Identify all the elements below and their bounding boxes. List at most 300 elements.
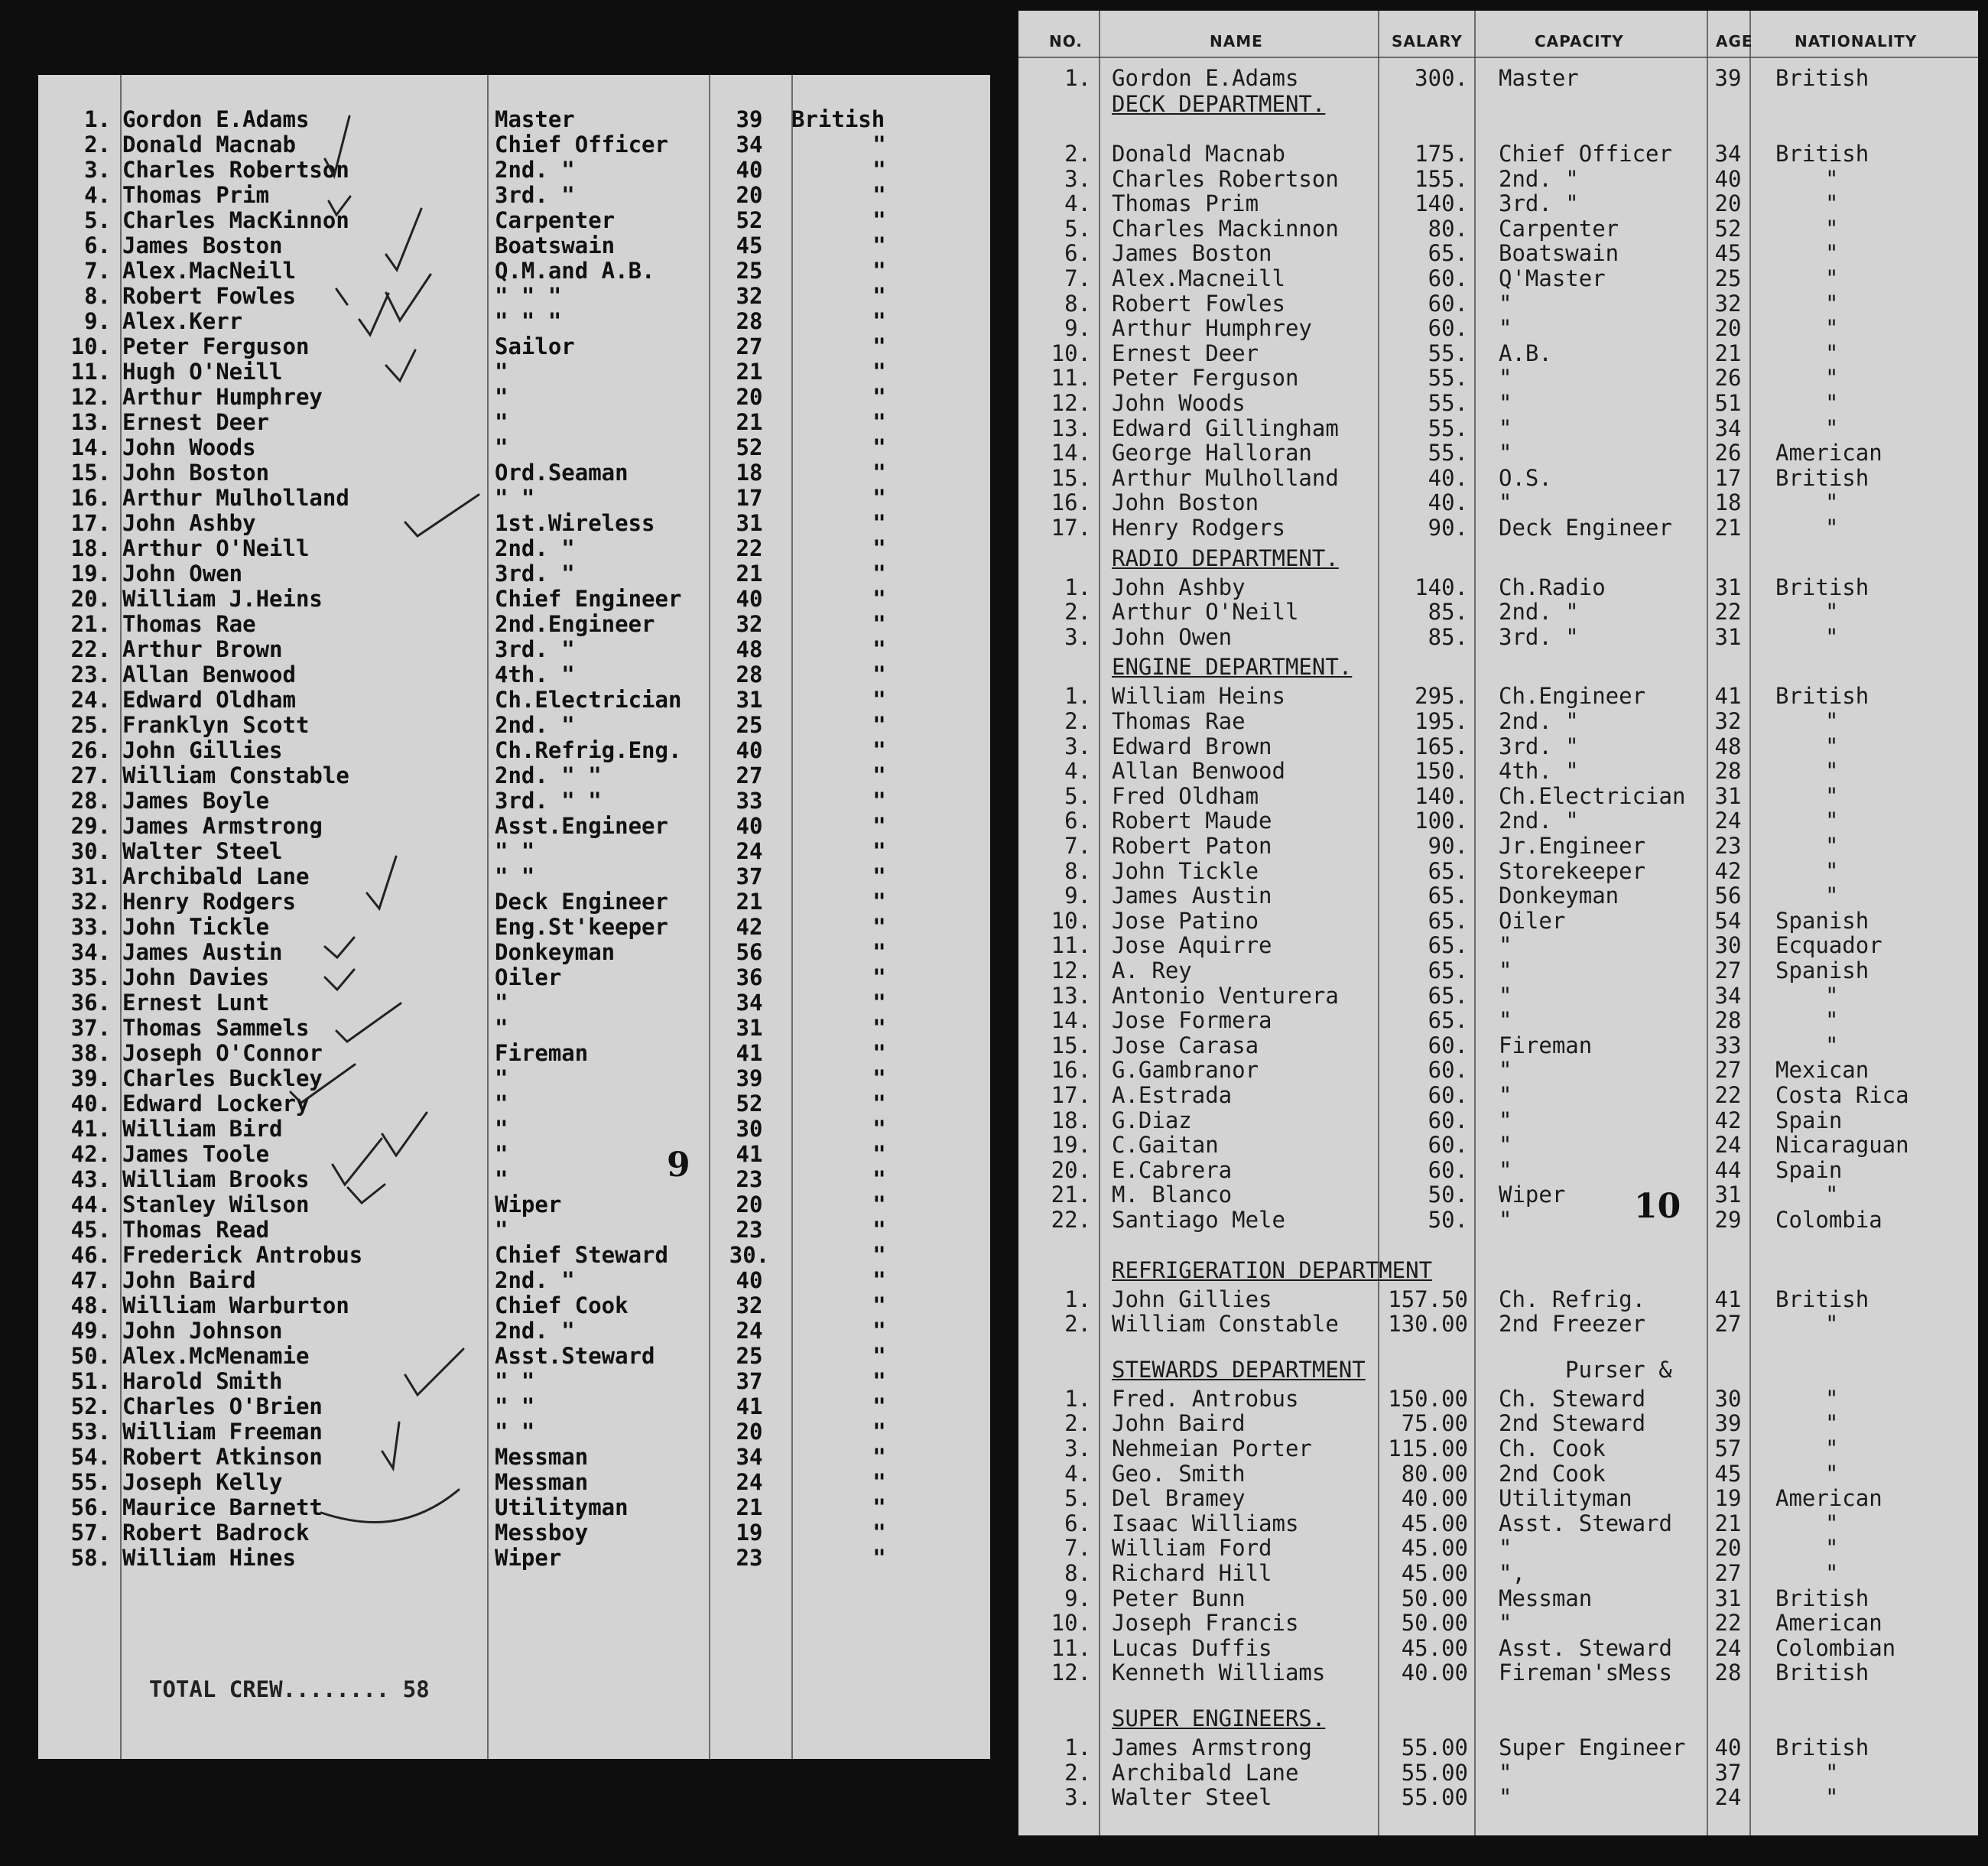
table-row: [38, 1142, 990, 1167]
crew-salary: 60.: [1428, 1032, 1468, 1058]
crew-capacity: Fireman: [1499, 1032, 1593, 1058]
table-row: [38, 1117, 990, 1142]
crew-name: John Gillies: [1112, 1286, 1272, 1312]
page-number: 10: [1634, 1187, 1681, 1226]
crew-name: Arthur Mulholland: [1112, 464, 1339, 491]
crew-no: 47.: [70, 1267, 111, 1293]
table-row: [1018, 600, 1978, 625]
crew-name: Gordon E.Adams: [122, 106, 310, 132]
crew-nationality: ": [872, 1267, 886, 1293]
table-row: [38, 536, 990, 561]
crew-nationality: ": [1825, 1007, 1839, 1034]
crew-age: 56: [736, 939, 763, 965]
table-row: [1018, 1182, 1978, 1208]
crew-capacity: ": [1499, 365, 1512, 392]
crew-name: Charles Buckley: [122, 1065, 323, 1091]
crew-capacity: Asst. Steward: [1499, 1634, 1672, 1661]
crew-age: 26: [1714, 440, 1742, 466]
crew-name: Maurice Barnett: [122, 1494, 323, 1520]
crew-name: James Armstrong: [122, 813, 323, 839]
crew-salary: 300.: [1415, 65, 1468, 91]
crew-no: 8.: [1064, 857, 1091, 884]
crew-name: Donald Macnab: [122, 132, 296, 158]
crew-capacity: ": [1499, 1107, 1512, 1133]
crew-age: 20: [1714, 1535, 1742, 1562]
crew-capacity: 3rd. ": [1499, 190, 1579, 217]
crew-name: William Bird: [122, 1116, 283, 1142]
crew-name: Edward Gillingham: [1112, 414, 1339, 441]
crew-name: Richard Hill: [1112, 1560, 1272, 1586]
crew-no: 20.: [1051, 1156, 1091, 1183]
crew-capacity: Wiper: [1499, 1182, 1566, 1208]
crew-capacity: 3rd. ": [495, 636, 575, 662]
crew-capacity: Messman: [495, 1469, 589, 1495]
crew-age: 18: [1714, 489, 1742, 516]
crew-no: 9.: [1064, 883, 1091, 909]
crew-no: 14.: [70, 434, 111, 460]
crew-name: Hugh O'Neill: [122, 359, 283, 385]
crew-nationality: ": [1825, 857, 1839, 884]
table-row: [38, 864, 990, 889]
crew-age: 18: [736, 460, 763, 486]
crew-salary: 85.: [1428, 599, 1468, 626]
crew-no: 37.: [70, 1015, 111, 1041]
crew-name: William J.Heins: [122, 586, 323, 612]
crew-age: 22: [1714, 1082, 1742, 1108]
crew-no: 31.: [70, 863, 111, 889]
table-row: [38, 258, 990, 284]
crew-salary: 50.: [1428, 1182, 1468, 1208]
crew-nationality: ": [872, 510, 886, 536]
crew-capacity: ": [495, 384, 508, 410]
table-row: [38, 1066, 990, 1091]
table-row: [1018, 141, 1978, 167]
crew-salary: 60.: [1428, 1107, 1468, 1133]
table-row: [1018, 859, 1978, 884]
crew-name: Geo. Smith: [1112, 1460, 1246, 1487]
crew-name: Robert Fowles: [122, 283, 296, 309]
table-row: [1018, 883, 1978, 909]
crew-no: 9.: [1064, 315, 1091, 342]
crew-nationality: ": [1825, 1784, 1839, 1811]
crew-no: 17.: [1051, 1082, 1091, 1108]
crew-nationality: ": [1825, 623, 1839, 650]
crew-nationality: ": [1825, 1182, 1839, 1208]
table-row: [1018, 1436, 1978, 1461]
crew-age: 31: [1714, 1585, 1742, 1611]
crew-nationality: ": [872, 535, 886, 561]
crew-age: 41: [736, 1040, 763, 1066]
crew-name: C.Gaitan: [1112, 1132, 1219, 1159]
crew-age: 30: [736, 1116, 763, 1142]
crew-no: 5.: [1064, 782, 1091, 809]
crew-no: 10.: [1051, 1610, 1091, 1637]
crew-no: 27.: [70, 762, 111, 788]
table-row: [38, 1470, 990, 1495]
crew-nationality: ": [1825, 515, 1839, 541]
crew-salary: 60.: [1428, 1156, 1468, 1183]
crew-nationality: ": [872, 1318, 886, 1344]
table-row: [38, 1495, 990, 1520]
crew-no: 23.: [70, 662, 111, 688]
crew-no: 52.: [70, 1393, 111, 1419]
crew-capacity: Ch.Engineer: [1499, 683, 1646, 710]
table-row: [1018, 167, 1978, 192]
crew-nationality: ": [872, 409, 886, 435]
crew-name: Jose Formera: [1112, 1007, 1272, 1034]
crew-no: 17.: [1051, 515, 1091, 541]
crew-no: 5.: [1064, 1485, 1091, 1512]
crew-nationality: ": [1825, 315, 1839, 342]
crew-age: 44: [1714, 1156, 1742, 1183]
table-row: [1018, 1586, 1978, 1611]
crew-no: 22.: [70, 636, 111, 662]
crew-no: 3.: [1064, 733, 1091, 759]
crew-capacity: ": [495, 1091, 508, 1117]
crew-name: Thomas Rae: [1112, 708, 1246, 734]
crew-nationality: British: [791, 106, 885, 132]
crew-nationality: ": [872, 308, 886, 334]
crew-nationality: ": [872, 1091, 886, 1117]
crew-age: 56: [1714, 883, 1742, 909]
crew-nationality: ": [872, 1292, 886, 1318]
crew-name: Alex.Kerr: [122, 308, 243, 334]
crew-name: Robert Atkinson: [122, 1444, 323, 1470]
table-row: [1018, 1511, 1978, 1536]
crew-name: Thomas Rae: [122, 611, 256, 637]
header-rule: [1018, 57, 1978, 58]
crew-salary: 50.00: [1401, 1585, 1468, 1611]
table-row: [1018, 216, 1978, 242]
table-row: [38, 662, 990, 688]
crew-capacity: ": [1499, 1784, 1512, 1811]
table-row: [38, 1091, 990, 1117]
crew-no: 7.: [1064, 1535, 1091, 1562]
section-title: DECK DEPARTMENT.: [1112, 91, 1326, 117]
crew-no: 19.: [70, 561, 111, 587]
crew-name: George Halloran: [1112, 440, 1312, 466]
table-row: [1018, 515, 1978, 541]
crew-capacity: Utilityman: [495, 1494, 629, 1520]
crew-capacity: 2nd. ": [1499, 165, 1579, 192]
table-row: [1018, 709, 1978, 734]
crew-nationality: ": [1825, 782, 1839, 809]
table-row: [38, 889, 990, 915]
crew-age: 40: [736, 586, 763, 612]
table-row: [38, 763, 990, 788]
crew-no: 12.: [1051, 957, 1091, 983]
crew-no: 14.: [1051, 1007, 1091, 1034]
crew-age: 34: [1714, 141, 1742, 167]
crew-no: 49.: [70, 1318, 111, 1344]
crew-salary: 130.00: [1388, 1311, 1468, 1338]
crew-capacity: ": [1499, 1057, 1512, 1084]
crew-name: Arthur O'Neill: [122, 535, 310, 561]
crew-no: 21.: [1051, 1182, 1091, 1208]
crew-name: James Austin: [1112, 883, 1272, 909]
crew-name: William Ford: [1112, 1535, 1272, 1562]
crew-capacity: ": [1499, 1610, 1512, 1637]
crew-age: 20: [1714, 190, 1742, 217]
crew-age: 36: [736, 964, 763, 990]
crew-salary: 80.00: [1401, 1460, 1468, 1487]
crew-no: 32.: [70, 889, 111, 915]
crew-name: Nehmeian Porter: [1112, 1435, 1312, 1461]
crew-capacity: Q'Master: [1499, 265, 1606, 291]
crew-no: 3.: [1064, 623, 1091, 650]
crew-nationality: ": [1825, 414, 1839, 441]
table-row: [38, 284, 990, 309]
crew-capacity: 3rd. ": [495, 182, 575, 208]
crew-capacity: ": [1499, 1207, 1512, 1233]
crew-salary: 140.: [1415, 190, 1468, 217]
crew-no: 8.: [1064, 1560, 1091, 1586]
crew-capacity: O.S.: [1499, 464, 1552, 491]
crew-name: A.Estrada: [1112, 1082, 1233, 1108]
crew-salary: 55.00: [1401, 1784, 1468, 1811]
crew-salary: 65.: [1428, 240, 1468, 267]
crew-salary: 60.: [1428, 1082, 1468, 1108]
crew-age: 39: [1714, 1410, 1742, 1437]
table-row: [1018, 316, 1978, 341]
crew-no: 33.: [70, 914, 111, 940]
crew-no: 22.: [1051, 1207, 1091, 1233]
crew-age: 27: [736, 762, 763, 788]
crew-no: 16.: [70, 485, 111, 511]
crew-salary: 65.: [1428, 932, 1468, 959]
crew-name: William Constable: [1112, 1311, 1339, 1338]
crew-age: 20: [736, 1419, 763, 1445]
crew-nationality: ": [872, 1494, 886, 1520]
crew-nationality: ": [1825, 1385, 1839, 1412]
crew-no: 21.: [70, 611, 111, 637]
crew-salary: 60.: [1428, 290, 1468, 317]
table-row: [1018, 1536, 1978, 1561]
crew-capacity: 3rd. ": [1499, 623, 1579, 650]
crew-nationality: Nicaraguan: [1775, 1132, 1909, 1159]
crew-capacity: 4th. ": [495, 662, 575, 688]
crew-salary: 75.00: [1401, 1410, 1468, 1437]
crew-name: John Woods: [1112, 390, 1246, 416]
crew-no: 11.: [1051, 1634, 1091, 1661]
crew-no: 18.: [1051, 1107, 1091, 1133]
crew-salary: 55.: [1428, 340, 1468, 366]
crew-age: 25: [736, 712, 763, 738]
crew-age: 37: [736, 1368, 763, 1394]
crew-name: William Freeman: [122, 1419, 323, 1445]
crew-no: 12.: [1051, 390, 1091, 416]
crew-age: 40: [1714, 1734, 1742, 1760]
crew-nationality: ": [872, 838, 886, 864]
crew-no: 5.: [84, 207, 111, 233]
crew-no: 8.: [84, 283, 111, 309]
crew-capacity: A.B.: [1499, 340, 1552, 366]
table-row: [38, 1344, 990, 1369]
crew-no: 12.: [70, 384, 111, 410]
crew-age: 23: [1714, 833, 1742, 859]
crew-age: 52: [736, 207, 763, 233]
crew-salary: 65.: [1428, 1007, 1468, 1034]
crew-no: 1.: [1064, 1734, 1091, 1760]
crew-nationality: ": [872, 1368, 886, 1394]
crew-age: 37: [736, 863, 763, 889]
crew-capacity: Oiler: [495, 964, 562, 990]
crew-no: 13.: [70, 409, 111, 435]
crew-nationality: ": [872, 1520, 886, 1546]
crew-capacity: Asst.Steward: [495, 1343, 655, 1369]
crew-salary: 55.: [1428, 440, 1468, 466]
crew-no: 2.: [1064, 141, 1091, 167]
crew-salary: 40.: [1428, 464, 1468, 491]
crew-name: Charles O'Brien: [122, 1393, 323, 1419]
crew-nationality: ": [872, 283, 886, 309]
crew-capacity: Oiler: [1499, 907, 1566, 934]
crew-age: 54: [1714, 907, 1742, 934]
crew-name: Joseph O'Connor: [122, 1040, 323, 1066]
crew-age: 32: [736, 283, 763, 309]
crew-salary: 115.00: [1388, 1435, 1468, 1461]
crew-name: Donald Macnab: [1112, 141, 1285, 167]
table-row: [38, 1445, 990, 1470]
crew-age: 45: [736, 232, 763, 258]
crew-nationality: ": [1825, 733, 1839, 759]
crew-name: Archibald Lane: [1112, 1759, 1299, 1786]
crew-name: Arthur Humphrey: [122, 384, 323, 410]
crew-capacity: Utilityman: [1499, 1485, 1632, 1512]
crew-capacity: ": [1499, 1535, 1512, 1562]
crew-no: 15.: [1051, 464, 1091, 491]
crew-no: 3.: [84, 157, 111, 183]
crew-capacity: Donkeyman: [495, 939, 616, 965]
crew-no: 11.: [1051, 932, 1091, 959]
crew-nationality: ": [872, 1419, 886, 1445]
crew-name: William Constable: [122, 762, 349, 788]
crew-no: 3.: [1064, 1435, 1091, 1461]
table-row: [38, 233, 990, 258]
crew-age: 40: [1714, 165, 1742, 192]
crew-name: A. Rey: [1112, 957, 1192, 983]
table-row: [38, 1369, 990, 1394]
crew-name: Jose Patino: [1112, 907, 1259, 934]
page-number: 9: [667, 1146, 690, 1185]
crew-capacity: ",: [1499, 1560, 1525, 1586]
header-nationality: NATIONALITY: [1795, 32, 1918, 50]
crew-no: 7.: [1064, 833, 1091, 859]
crew-name: John Johnson: [122, 1318, 283, 1344]
crew-age: 21: [736, 1494, 763, 1520]
crew-capacity: Ch.Radio: [1499, 574, 1606, 600]
crew-salary: 175.: [1415, 141, 1468, 167]
crew-no: 51.: [70, 1368, 111, 1394]
crew-salary: 165.: [1415, 733, 1468, 759]
crew-nationality: ": [1825, 1759, 1839, 1786]
crew-no: 41.: [70, 1116, 111, 1142]
crew-age: 23: [736, 1166, 763, 1192]
crew-name: John Tickle: [1112, 857, 1259, 884]
crew-name: Thomas Prim: [122, 182, 270, 208]
crew-no: 30.: [70, 838, 111, 864]
crew-capacity: ": [1499, 390, 1512, 416]
crew-age: 30.: [729, 1242, 770, 1268]
crew-name: Fred Oldham: [1112, 782, 1259, 809]
crew-name: James Boston: [1112, 240, 1272, 267]
table-row: [1018, 575, 1978, 600]
crew-age: 27: [1714, 957, 1742, 983]
table-row: [38, 1419, 990, 1445]
crew-nationality: ": [1825, 1535, 1839, 1562]
crew-salary: 140.: [1415, 782, 1468, 809]
crew-salary: 55.: [1428, 414, 1468, 441]
crew-age: 32: [1714, 290, 1742, 317]
table-row: [38, 915, 990, 940]
crew-age: 30: [1714, 932, 1742, 959]
crew-capacity: Master: [1499, 65, 1579, 91]
crew-nationality: ": [872, 460, 886, 486]
crew-name: James Armstrong: [1112, 1734, 1312, 1760]
crew-age: 30: [1714, 1385, 1742, 1412]
section-title: RADIO DEPARTMENT.: [1112, 545, 1339, 571]
crew-age: 34: [736, 990, 763, 1016]
crew-capacity: Ch.Electrician: [495, 687, 682, 713]
crew-nationality: Spain: [1775, 1156, 1843, 1183]
crew-no: 43.: [70, 1166, 111, 1192]
crew-salary: 80.: [1428, 215, 1468, 242]
crew-salary: 65.: [1428, 857, 1468, 884]
table-row: [1018, 1287, 1978, 1312]
crew-name: Allan Benwood: [1112, 758, 1285, 785]
crew-age: 19: [1714, 1485, 1742, 1512]
table-row: [38, 637, 990, 662]
crew-nationality: ": [872, 132, 886, 158]
crew-name: Robert Maude: [1112, 808, 1272, 834]
table-row: [1018, 416, 1978, 441]
crew-name: Alex.MacNeill: [122, 258, 296, 284]
crew-name: John Owen: [122, 561, 243, 587]
crew-no: 58.: [70, 1545, 111, 1571]
table-row: [38, 612, 990, 637]
table-row: [38, 1167, 990, 1192]
crew-nationality: ": [872, 1545, 886, 1571]
crew-age: 28: [736, 662, 763, 688]
crew-age: 24: [1714, 1784, 1742, 1811]
table-row: [1018, 734, 1978, 759]
crew-no: 4.: [84, 182, 111, 208]
table-row: [38, 359, 990, 385]
crew-capacity: ": [1499, 489, 1512, 516]
crew-name: Charles Robertson: [122, 157, 349, 183]
crew-nationality: Colombian: [1775, 1634, 1896, 1661]
crew-age: 23: [736, 1545, 763, 1571]
crew-nationality: ": [872, 207, 886, 233]
crew-no: 46.: [70, 1242, 111, 1268]
crew-capacity: 2nd. ": [495, 1318, 575, 1344]
header-salary: SALARY: [1392, 32, 1463, 50]
crew-age: 24: [736, 1318, 763, 1344]
crew-capacity: " ": [495, 863, 535, 889]
crew-age: 20: [1714, 315, 1742, 342]
crew-nationality: ": [872, 813, 886, 839]
crew-age: 31: [1714, 782, 1742, 809]
crew-nationality: ": [872, 258, 886, 284]
crew-name: John Owen: [1112, 623, 1233, 650]
crew-name: Joseph Kelly: [122, 1469, 283, 1495]
table-row: [1018, 958, 1978, 983]
crew-no: 25.: [70, 712, 111, 738]
crew-nationality: ": [872, 1393, 886, 1419]
crew-age: 34: [1714, 414, 1742, 441]
crew-capacity: Donkeyman: [1499, 883, 1619, 909]
crew-capacity: ": [1499, 1082, 1512, 1108]
